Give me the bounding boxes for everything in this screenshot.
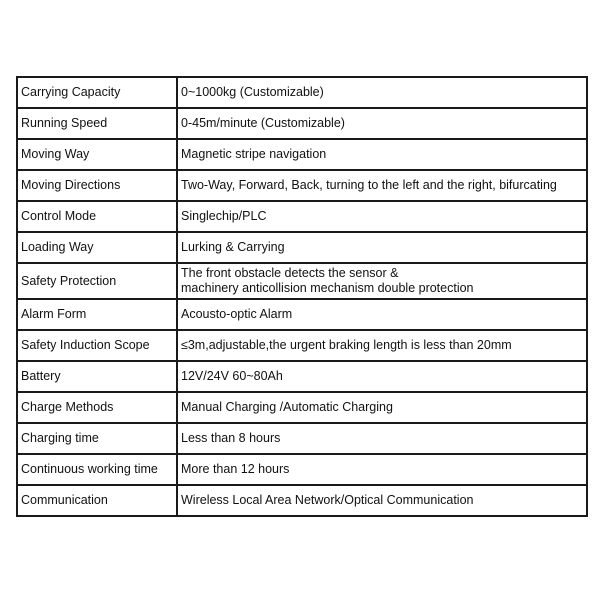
spec-value-line: Singlechip/PLC <box>181 209 267 223</box>
table-row <box>17 108 587 139</box>
table-row <box>17 77 587 108</box>
spec-label: Charge Methods <box>17 392 177 423</box>
table-row <box>17 330 587 361</box>
specifications-table <box>16 76 588 517</box>
spec-label: Safety Induction Scope <box>17 330 177 361</box>
spec-value-line: More than 12 hours <box>181 462 290 476</box>
spec-value-line: Manual Charging /Automatic Charging <box>181 400 393 414</box>
spec-value-line: 0~1000kg (Customizable) <box>181 85 324 99</box>
spec-label: Safety Protection <box>17 263 177 299</box>
spec-label: Battery <box>17 361 177 392</box>
table-row <box>17 139 587 170</box>
spec-value-line: 0-45m/minute (Customizable) <box>181 116 345 130</box>
table-row <box>17 299 587 330</box>
spec-value <box>177 263 587 299</box>
spec-value <box>177 485 587 516</box>
table-row <box>17 263 587 299</box>
table-row <box>17 170 587 201</box>
table-row <box>17 392 587 423</box>
spec-value-line: Less than 8 hours <box>181 431 281 445</box>
spec-value <box>177 232 587 263</box>
table-row <box>17 423 587 454</box>
spec-value-line: ≤3m,adjustable,the urgent braking length is less than 20mm <box>181 338 512 352</box>
spec-value-line: Magnetic stripe navigation <box>181 147 327 161</box>
spec-value <box>177 170 587 201</box>
spec-value <box>177 201 587 232</box>
spec-value-line: Wireless Local Area Network/Optical Communication <box>181 493 474 507</box>
table-row <box>17 361 587 392</box>
spec-label: Communication <box>17 485 177 516</box>
spec-value <box>177 392 587 423</box>
spec-value-line: Lurking & Carrying <box>181 240 285 254</box>
spec-label: Continuous working time <box>17 454 177 485</box>
spec-value-line: machinery anticollision mechanism double protection <box>181 281 474 295</box>
table-row <box>17 232 587 263</box>
spec-label: Loading Way <box>17 232 177 263</box>
spec-label: Control Mode <box>17 201 177 232</box>
spec-value-line: 12V/24V 60~80Ah <box>181 369 283 383</box>
spec-value-line: Two-Way, Forward, Back, turning to the left and the right, bifurcating <box>181 178 557 192</box>
spec-value <box>177 139 587 170</box>
table-row <box>17 201 587 232</box>
spec-label: Alarm Form <box>17 299 177 330</box>
spec-value <box>177 330 587 361</box>
spec-value <box>177 454 587 485</box>
spec-value <box>177 361 587 392</box>
spec-value-line: Acousto-optic Alarm <box>181 307 293 321</box>
spec-label: Carrying Capacity <box>17 77 177 108</box>
spec-label: Moving Way <box>17 139 177 170</box>
spec-label: Running Speed <box>17 108 177 139</box>
spec-value-line: The front obstacle detects the sensor & <box>181 266 399 280</box>
table-row <box>17 454 587 485</box>
specifications-body <box>17 77 587 516</box>
table-row <box>17 485 587 516</box>
spec-value <box>177 108 587 139</box>
spec-value <box>177 423 587 454</box>
spec-label: Moving Directions <box>17 170 177 201</box>
spec-value <box>177 299 587 330</box>
spec-label: Charging time <box>17 423 177 454</box>
spec-value <box>177 77 587 108</box>
